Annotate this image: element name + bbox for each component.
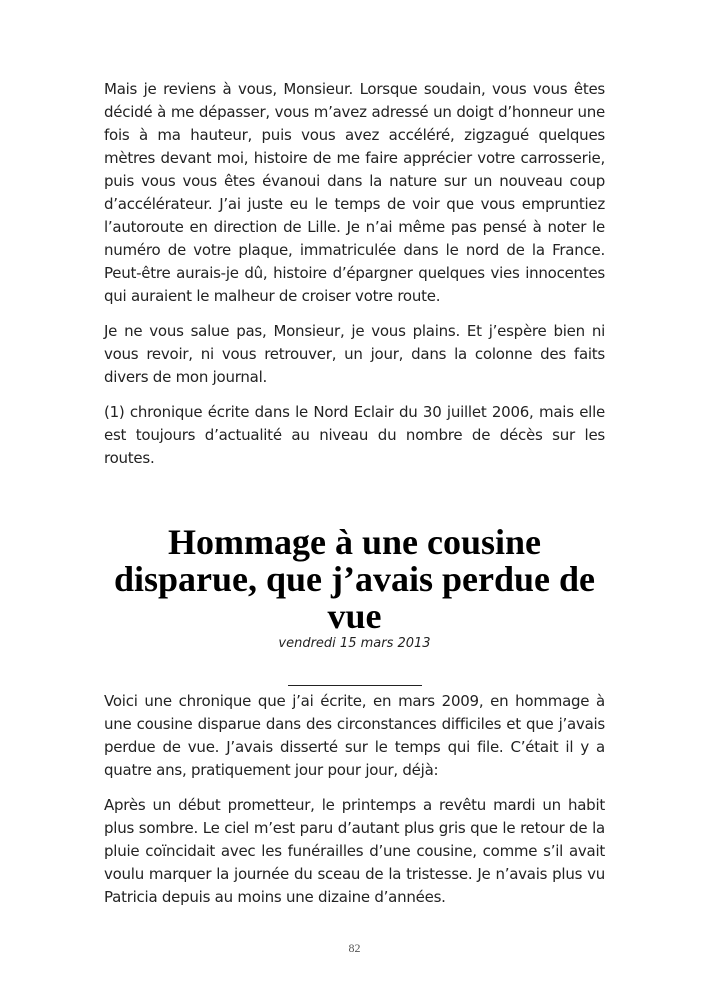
paragraph-footnote: (1) chronique écrite dans le Nord Eclair du 30 juillet 2006, mais elle est toujours d’actualité au niveau du nombre de décès sur les routes. (104, 403, 605, 467)
article-title: Hommage à une cousine disparue, que j’avais perdue de vue (113, 522, 596, 636)
paragraph-salutation: Je ne vous salue pas, Monsieur, je vous plains. Et j’espère bien ni vous revoir, ni vous retrouver, un jour, dans la colonne des faits divers de mon journal. (104, 322, 605, 386)
separator-rule (288, 685, 422, 686)
article-date: vendredi 15 mars 2013 (278, 636, 431, 651)
page-content (104, 78, 605, 921)
paragraph-intro: Voici une chronique que j’ai écrite, en mars 2009, en hommage à une cousine disparue dans des circonstances difficiles et que j’avais perdue de vue. J’avais disserté sur le temps qui file. C’était il y a quatre ans, pratiquement jour pour jour, déjà: (104, 692, 605, 779)
page-number: 82 (348, 941, 361, 955)
paragraph-monsieur: Mais je reviens à vous, Monsieur. Lorsque soudain, vous vous êtes décidé à me dépasser, vous m’avez adressé un doigt d’honneur une fois à ma hauteur, puis vous avez accéléré, zigzagué quelques mètres devant moi, histoire de me faire apprécier votre carrosserie, puis vous vous êtes évanoui dans la nature sur un nouveau coup d’accélérateur. J’ai juste eu le temps de voir que vous empruntiez l’autoroute en direction de Lille. Je n’ai même pas pensé à noter le numéro de votre plaque, immatriculée dans le nord de la France. Peut-être aurais-je dû, histoire d’épargner quelques vies innocentes qui auraient le malheur de croiser votre route. (104, 80, 605, 305)
paragraph-spring: Après un début prometteur, le printemps a revêtu mardi un habit plus sombre. Le ciel m’est paru d’autant plus gris que le retour de la pluie coïncidait avec les funérailles d’une cousine, comme s’il avait voulu marquer la journée du sceau de la tristesse. Je n’avais plus vu Patricia depuis au moins une dizaine d’années. (104, 796, 605, 906)
